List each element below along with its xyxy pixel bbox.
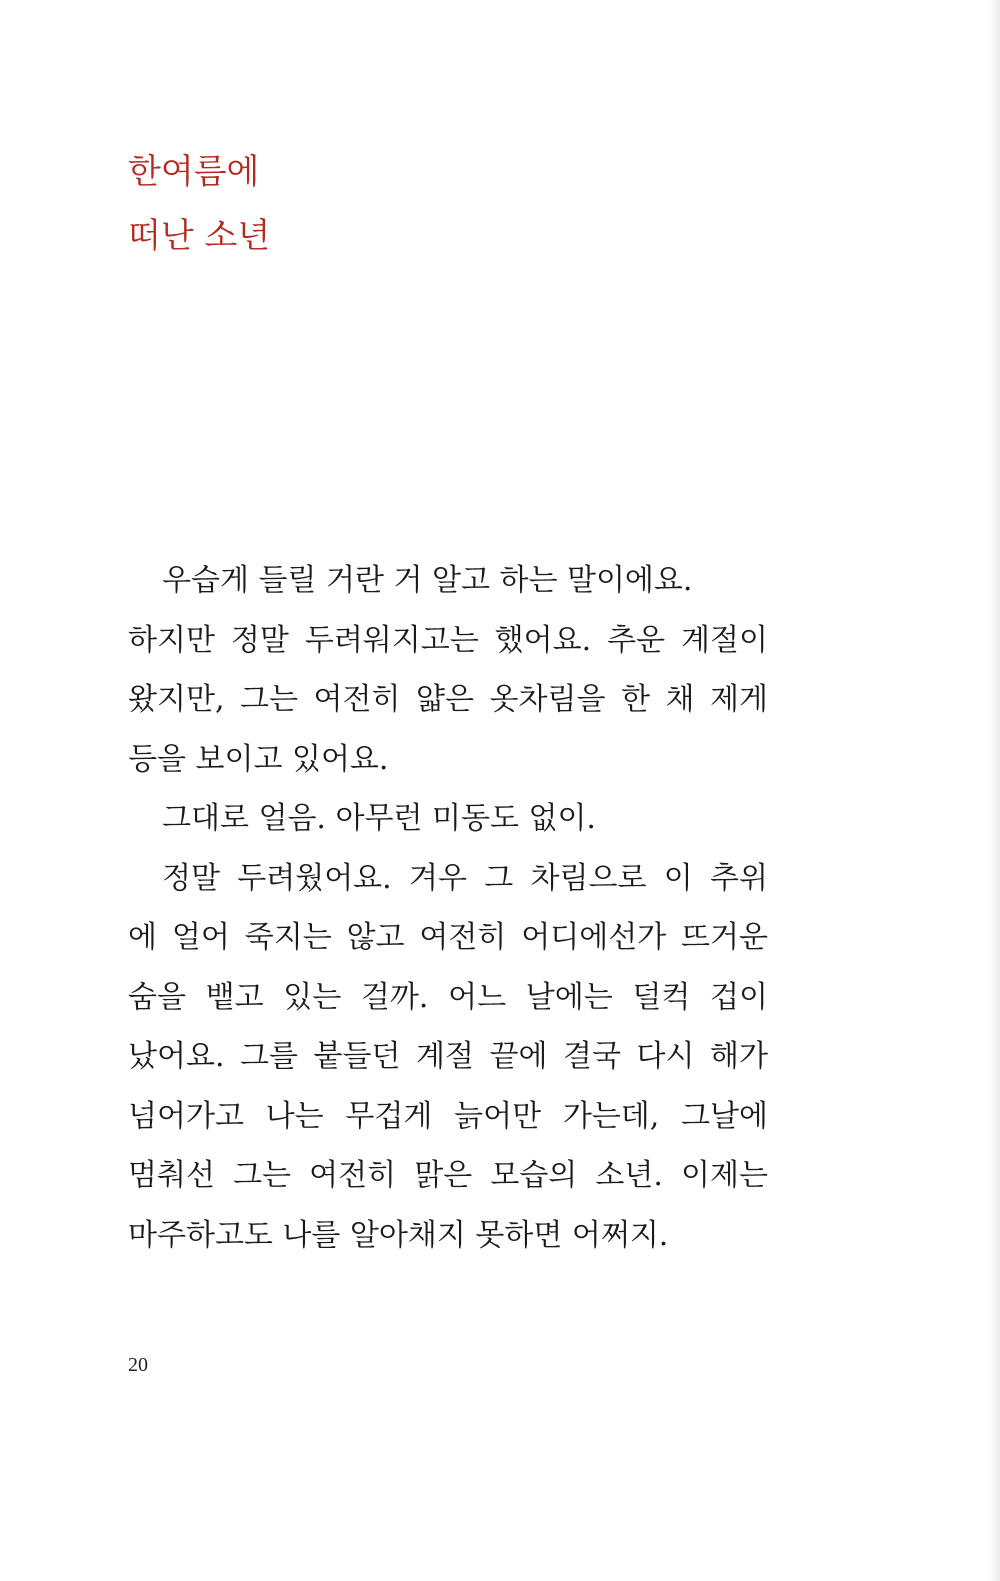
body-line: 숨을 뱉고 있는 걸까. 어느 날에는 덜컥 겁이 bbox=[128, 979, 768, 1015]
body-line: 정말 두려웠어요. 겨우 그 차림으로 이 추위 bbox=[162, 860, 768, 896]
chapter-title-line: 한여름에 bbox=[128, 152, 260, 192]
body-text bbox=[128, 560, 768, 1274]
page-edge-shadow bbox=[988, 0, 1000, 1581]
body-line: 등을 보이고 있어요. bbox=[128, 741, 389, 777]
body-line: 그대로 얼음. 아무런 미동도 없이. bbox=[162, 801, 596, 836]
chapter-title bbox=[128, 140, 270, 268]
body-line: 왔지만, 그는 여전히 얇은 옷차림을 한 채 제게 bbox=[128, 682, 768, 717]
body-line: 났어요. 그를 붙들던 계절 끝에 결국 다시 해가 bbox=[128, 1039, 768, 1074]
body-line: 에 얼어 죽지는 않고 여전히 어디에선가 뜨거운 bbox=[128, 920, 768, 955]
body-line: 하지만 정말 두려워지고는 했어요. 추운 계절이 bbox=[128, 622, 768, 658]
body-line: 넘어가고 나는 무겁게 늙어만 가는데, 그날에 bbox=[128, 1098, 768, 1134]
body-line: 마주하고도 나를 알아채지 못하면 어쩌지. bbox=[128, 1217, 669, 1253]
chapter-title-line: 떠난 소년 bbox=[128, 216, 271, 256]
body-line: 멈춰선 그는 여전히 맑은 모습의 소년. 이제는 bbox=[128, 1158, 768, 1193]
page-number: 20 bbox=[128, 1354, 148, 1376]
body-line: 우습게 들릴 거란 거 알고 하는 말이에요. bbox=[162, 563, 693, 598]
